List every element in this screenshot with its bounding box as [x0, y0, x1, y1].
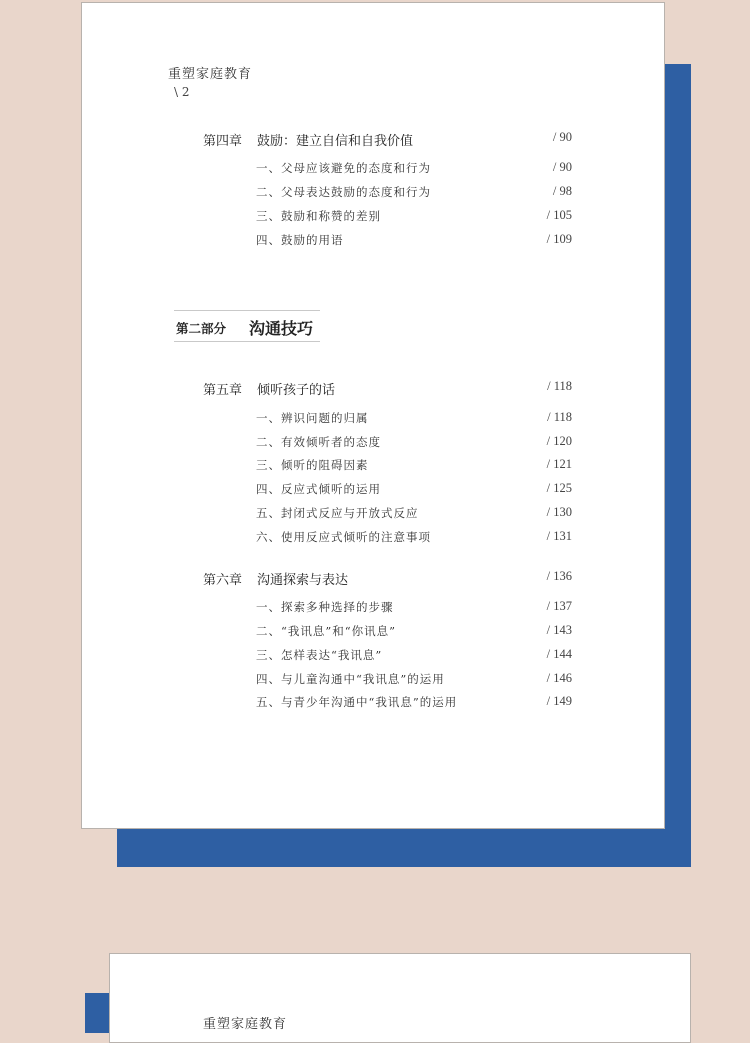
section-page: / 146: [546, 671, 572, 685]
toc-section: [82, 160, 664, 180]
page-number: \ 2: [174, 85, 190, 99]
section-page: / 125: [546, 481, 572, 495]
section-page: / 90: [552, 160, 572, 174]
section-title: 二、有效倾听者的态度: [256, 435, 381, 449]
running-title: 重塑家庭教育: [203, 1017, 288, 1032]
section-title: 三、怎样表达“我讯息”: [256, 648, 383, 662]
part-heading: [174, 310, 320, 342]
section-title: 一、辨识问题的归属: [256, 411, 369, 425]
chapter-page: / 90: [552, 130, 572, 144]
toc-section: [82, 434, 664, 454]
toc-section: [82, 208, 664, 228]
toc-section: [82, 457, 664, 477]
chapter-page: / 118: [547, 379, 572, 393]
part-title: 沟通技巧: [249, 319, 314, 338]
section-title: 一、探索多种选择的步骤: [256, 600, 394, 614]
running-title: 重塑家庭教育: [168, 67, 253, 82]
chapter-page: / 136: [546, 569, 572, 583]
toc-chapter-5: [82, 379, 664, 399]
toc-section: [82, 232, 664, 252]
section-title: 二、“我讯息”和“你讯息”: [256, 624, 397, 638]
part-label: 第二部分: [176, 321, 227, 336]
section-page: / 105: [546, 208, 572, 222]
section-title: 五、与青少年沟通中“我讯息”的运用: [256, 695, 458, 709]
toc-section: [82, 647, 664, 667]
section-page: / 109: [546, 232, 572, 246]
section-title: 一、父母应该避免的态度和行为: [256, 161, 431, 175]
section-title: 四、与儿童沟通中“我讯息”的运用: [256, 672, 445, 686]
next-page: [109, 953, 691, 1043]
section-title: 二、父母表达鼓励的态度和行为: [256, 185, 431, 199]
chapter-label: 第六章: [203, 573, 243, 588]
section-title: 六、使用反应式倾听的注意事项: [256, 530, 431, 544]
section-page: / 137: [546, 599, 572, 613]
toc-chapter-4: [82, 130, 664, 150]
section-page: / 149: [546, 694, 572, 708]
chapter-title: 倾听孩子的话: [257, 383, 336, 398]
toc-section: [82, 671, 664, 691]
section-title: 三、鼓励和称赞的差别: [256, 209, 381, 223]
section-title: 五、封闭式反应与开放式反应: [256, 506, 419, 520]
toc-section: [82, 623, 664, 643]
section-page: / 143: [546, 623, 572, 637]
chapter-label: 第五章: [203, 383, 243, 398]
chapter-label: 第四章: [203, 134, 243, 149]
section-title: 三、倾听的阻碍因素: [256, 458, 369, 472]
toc-section: [82, 599, 664, 619]
section-title: 四、鼓励的用语: [256, 233, 344, 247]
toc-section: [82, 481, 664, 501]
toc-page: [81, 2, 665, 829]
toc-section: [82, 529, 664, 549]
section-page: / 120: [546, 434, 572, 448]
toc-section: [82, 505, 664, 525]
chapter-title: 鼓励：建立自信和自我价值: [257, 134, 414, 149]
toc-section: [82, 410, 664, 430]
section-page: / 144: [546, 647, 572, 661]
toc-chapter-6: [82, 569, 664, 589]
section-page: / 98: [552, 184, 572, 198]
toc-section: [82, 694, 664, 714]
chapter-title: 沟通探索与表达: [257, 573, 349, 588]
section-title: 四、反应式倾听的运用: [256, 482, 381, 496]
section-page: / 131: [546, 529, 572, 543]
section-page: / 130: [546, 505, 572, 519]
section-page: / 118: [547, 410, 572, 424]
section-page: / 121: [546, 457, 572, 471]
toc-section: [82, 184, 664, 204]
